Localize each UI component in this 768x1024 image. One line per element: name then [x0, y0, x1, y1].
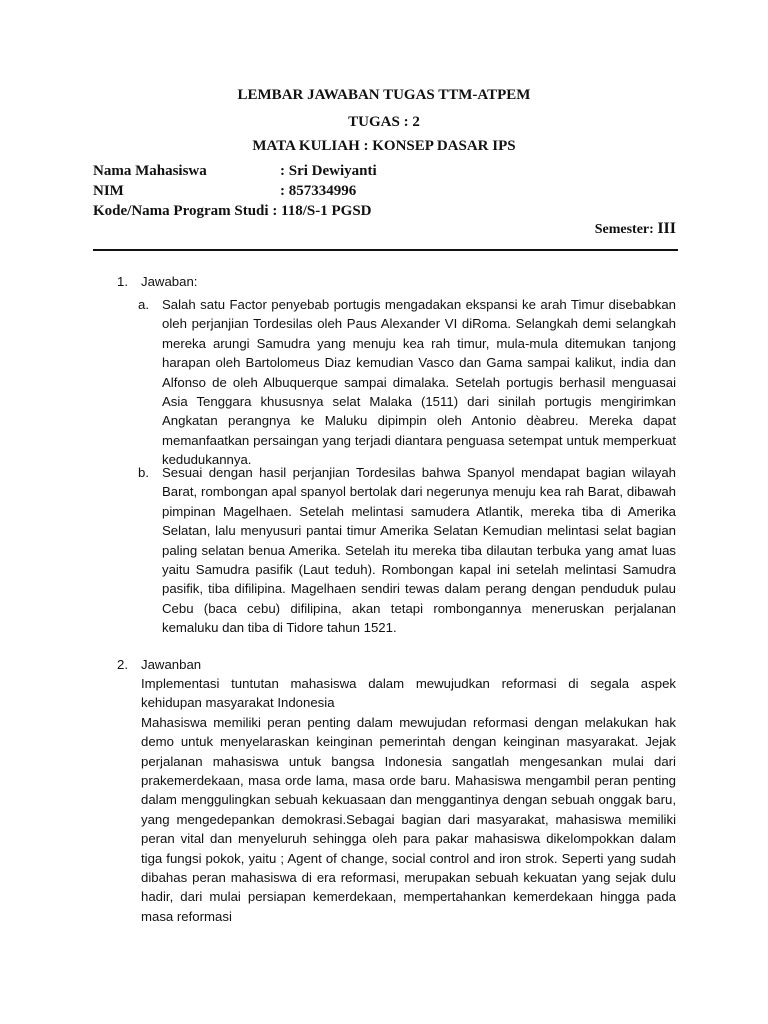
answer-paragraph: Implementasi tuntutan mahasiswa dalam mewujudkan reformasi di segala aspek kehidupan masyarakat Indonesia	[141, 676, 676, 711]
nim-label: NIM	[93, 183, 124, 199]
answer-number: 1.	[117, 274, 128, 289]
answer-paragraph: Mahasiswa memiliki peran penting dalam mewujudan reformasi dengan melakukan hak demo untuk menyelaraskan keinginan pemerintah dengan keinginan masyarakat. Jejak perjalanan mahasiswa untuk bangsa Indonesia sangatlah mengesankan mulai dari prakemerdekaan, masa orde lama, masa orde baru. Mahasiswa mengambil peran penting dalam menggulingkan sebuah kekuasaan dan menggantinya dengan sebuah onggak baru, yang mengedepankan demokrasi.Sebagai bagian dari masyarakat, mahasiswa memiliki peran vital dan menyeluruh sehingga oleh para pakar mahasiswa dikelompokkan dalam tiga fungsi pokok, yaitu ; Agent of change, social control and iron strok. Seperti yang sudah dibahas peran mahasiswa di era reformasi, merupakan sebuah kekuatan yang sejak dulu hadir, dari mulai persiapan kemerdekaan, mempertahankan kemerdekaan hingga pada masa reformasi	[141, 714, 676, 924]
document-title: LEMBAR JAWABAN TUGAS TTM-ATPEM	[237, 87, 531, 103]
semester-label: Semester:	[594, 222, 654, 237]
program-row	[93, 203, 372, 220]
student-nim-row	[93, 183, 356, 200]
item-text: Sesuai dengan hasil perjanjian Tordesilas bahwa Spanyol mendapat bagian wilayah Barat, rombongan apal spanyol bertolak dari negerunya menuju kea rah Barat, dibawah pimpinan Magelhaen. Setelah melintasi samudera Atlantik, mereka tiba di Amerika Selatan, lalu menyusuri pantai timur Amerika Selatan Kemudian melintasi selat bagian paling selatan benua Amerika. Setelah itu mereka tiba dilautan terbuka yang amat luas yaitu Samudra pasifik (Laut teduh). Rombongan kapal ini setelah melintasi Samudra pasifik, tiba difilipina. Magelhaen sendiri tewas dalam perang dengan penduduk pulau Cebu (baca cebu) difilipina, akan tetapi rombongannya meneruskan perjalanan kemaluku dan tiba di Tidore tahun 1521.	[162, 465, 676, 636]
nim-value: : 857334996	[280, 183, 357, 199]
answer-heading: Jawaban:	[141, 274, 198, 289]
program-value: : 118/S-1 PGSD	[272, 203, 372, 219]
student-name-label: Nama Mahasiswa	[93, 163, 207, 179]
student-name-row	[93, 163, 377, 180]
item-letter: b.	[138, 465, 149, 480]
course-name: MATA KULIAH : KONSEP DASAR IPS	[252, 138, 516, 154]
task-number: TUGAS : 2	[348, 114, 420, 130]
semester-value: III	[657, 220, 676, 237]
answer-heading: Jawanban	[141, 657, 202, 672]
semester-field	[595, 220, 676, 238]
item-letter: a.	[138, 297, 149, 312]
student-name-value: : Sri Dewiyanti	[280, 163, 377, 179]
program-label: Kode/Nama Program Studi	[93, 203, 269, 219]
answer-body	[141, 674, 676, 926]
answer-number: 2.	[117, 657, 128, 672]
header-divider	[93, 249, 678, 251]
item-text: Salah satu Factor penyebab portugis mengadakan ekspansi ke arah Timur disebabkan oleh perjanjian Tordesilas oleh Paus Alexander VI diRoma. Selangkah demi selangkah mereka arungi Samudra yang menuju kea rah timur, mula-mula ditemukan tanjong harapan oleh Bartolomeus Diaz kemudian Vasco dan Gama sampai kalikut, india dan Alfonso de oleh Albuquerque sampai dimalaka. Setelah portugis berhasil menguasai Asia Tenggara khususnya selat Malaka (1511) dari sinilah portugis mengirimkan Angkatan perangnya ke Maluku dipimpin oleh Antonio dèabreu. Mereka dapat memanfaatkan persaingan yang terjadi diantara penguasa setempat untuk memperkuat kedudukannya.	[162, 297, 676, 468]
